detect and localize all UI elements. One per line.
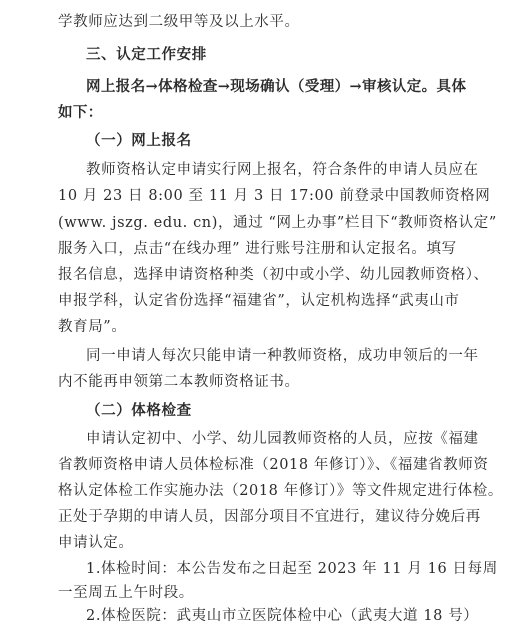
sub1-para1-line: 10 月 23 日 8:00 至 11 月 3 日 17:00 前登录中国教师资格网: [58, 188, 491, 204]
intro-tail-line: 学教师应达到二级甲等及以上水平。: [58, 14, 300, 30]
sub2-para1-line: 正处于孕期的申请人员，因部分项目不宜进行，建议待分娩后再: [58, 509, 481, 525]
sub2-para1-line: 申请认定。: [58, 535, 134, 551]
sub2-title: （二）体格检查: [86, 402, 192, 419]
sub1-para1-line: (www. jszg. edu. cn)，通过 “网上办事”栏目下“教师资格认定”: [58, 215, 497, 231]
sub1-para1-line: 申报学科，认定省份选择“福建省”，认定机构选择“武夷山市: [58, 293, 460, 309]
sub1-para2-line: 内不能再申领第二本教师资格证书。: [58, 374, 300, 390]
section3-flow-line2: 如下：: [58, 104, 103, 121]
sub2-para1-line: 省教师资格申请人员体检标准（2018 年修订）》、《福建省教师资: [58, 457, 489, 473]
sub1-para1-line: 报名信息，选择申请资格种类（初中或小学、幼儿园教师资格）、: [58, 267, 489, 283]
sub2-para1-line: 申请认定初中、小学、幼儿园教师资格的人员，应按《福建: [86, 431, 479, 447]
section3-flow-line1: 网上报名→体格检查→现场确认（受理）→审核认定。具体: [86, 78, 467, 95]
sub1-para2-line: 同一申请人每次只能申请一种教师资格，成功申领后的一年: [86, 348, 479, 364]
sub2-item2-line: 2.体检医院：武夷山市立医院体检中心（武夷大道 18 号）: [86, 608, 479, 624]
sub1-para1-line: 教师资格认定申请实行网上报名，符合条件的申请人员应在: [86, 162, 479, 178]
section3-title: 三、认定工作安排: [86, 46, 207, 63]
sub2-item1-line: 一至周五上午时段。: [58, 585, 194, 601]
sub1-title: （一）网上报名: [86, 132, 192, 149]
sub2-para1-line: 格认定体检工作实施办法（2018 年修订）》等文件规定进行体检。: [58, 483, 503, 499]
sub1-para1-line: 服务入口，点击“在线办理” 进行账号注册和认定报名。填写: [58, 241, 457, 257]
sub2-item1-line: 1.体检时间：本公告发布之日起至 2023 年 11 月 16 日每周: [86, 561, 498, 577]
sub1-para1-line: 教育局”。: [58, 319, 127, 335]
